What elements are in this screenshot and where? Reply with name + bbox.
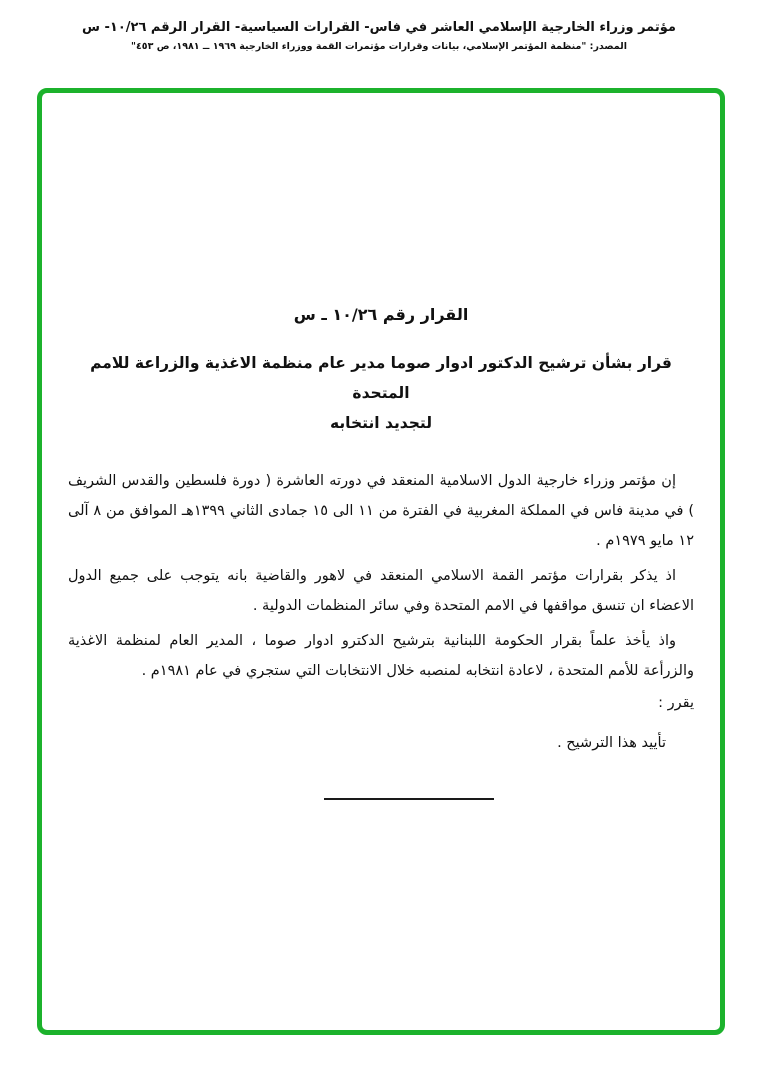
header-citation-line: مؤتمر وزراء الخارجية الإسلامي العاشر في فاس- القرارات السياسية- القرار الرقم ١٠/٢٦- س — [82, 20, 676, 35]
page-header — [0, 20, 758, 52]
divider-line — [324, 798, 494, 800]
header-source-line: المصدر: "منظمة المؤتمر الإسلامي، بيانات وقرارات مؤتمرات القمة ووزراء الخارجية ١٩٦٩ ــ ١٩٨١، ص ٤٥٣" — [131, 41, 627, 52]
paragraph-noting-nomination: واذ يأخذ علماً بقرار الحكومة اللبنانية بترشيح الدكترو ادوار صوما ، المدير العام لمنظمة الاغذية والزرأعة للأمم المتحدة ، لاعادة انتخابه لمنصبه خلال الانتخابات التي ستجري في عام ١٩٨١م . — [68, 633, 694, 679]
paragraph-preamble-session: إن مؤتمر وزراء خارجية الدول الاسلامية المنعقد في دورته العاشرة ( دورة فلسطين والقدس الشريف ) في مدينة فاس في المملكة المغربية في الفترة من ١١ الى ١٥ جمادى الثاني ١٣٩٩هـ الموافق من ٨ آلى ١٢ مايو ١٩٧٩م . — [68, 473, 694, 549]
resolution-title-line2: لتجديد انتخابه — [329, 414, 433, 432]
resolution-number: القرار رقم ١٠/٢٦ ـ س — [293, 305, 469, 324]
document-frame — [37, 88, 725, 1035]
paragraph-recalling-summit: اذ يذكر بقرارات مؤتمر القمة الاسلامي المنعقد في لاهور والقاضية بانه يتوجب على جميع الدول الاعضاء ان تنسق مواقفها في الامم المتحدة وفي سائر المنظمات الدولية . — [68, 568, 694, 614]
document-content — [42, 93, 720, 1030]
resolution-title-line1: قرار بشأن ترشيح الدكتور ادوار صوما مدير عام منظمة الاغذية والزراعة للامم المتحدة — [90, 354, 672, 402]
decides-label: يقرر : — [658, 695, 694, 711]
resolution-title — [68, 348, 694, 438]
decision-text: تأييد هذا الترشيح . — [557, 735, 666, 751]
